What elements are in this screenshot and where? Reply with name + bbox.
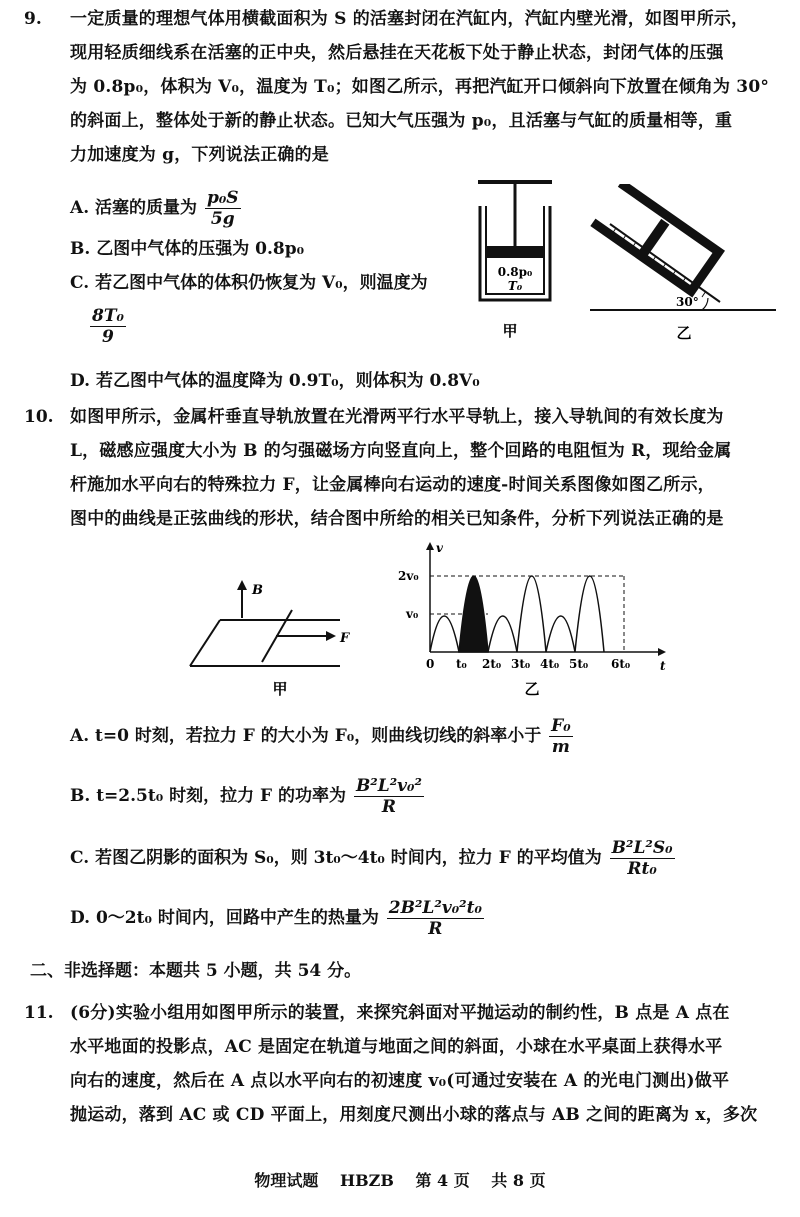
- q11-line-4: 抛运动，落到 AC 或 CD 平面上，用刻度尺测出小球的落点与 AB 之间的距离为 x，多次: [70, 1105, 758, 1125]
- curve-5t0-6t0: [575, 576, 604, 652]
- q10-figure-jia: [180, 570, 370, 700]
- b-field-arrow-head: [237, 580, 247, 590]
- q10-option-d-fraction: [387, 898, 484, 939]
- q9-option-c-fraction: [90, 306, 126, 347]
- tick-2t0: 2t₀: [482, 657, 502, 671]
- q9-line-5: 力加速度为 g，下列说法正确的是: [70, 145, 330, 165]
- q9-option-a-numerator: p₀S: [206, 188, 239, 208]
- q9-yi-angle: 30°: [676, 295, 699, 309]
- q10-line-2: L，磁感应强度大小为 B 的匀强磁场方向竖直向上，整个回路的电阻恒为 R，现给金属: [70, 441, 732, 461]
- q10-option-a-numerator: F₀: [551, 716, 571, 736]
- t-axis-arrow: [658, 648, 666, 656]
- q10-yi-caption: 乙: [524, 680, 540, 698]
- footer-subject: 物理试题: [254, 1171, 319, 1190]
- curve-4t0-5t0: [546, 616, 575, 652]
- q9-line-1: 一定质量的理想气体用横截面积为 S 的活塞封闭在汽缸内，汽缸内壁光滑，如图甲所示，: [70, 9, 749, 29]
- tick-t0: t₀: [456, 657, 467, 671]
- q10-option-c-fraction: [610, 838, 675, 879]
- q10-jia-caption: 甲: [272, 680, 288, 698]
- footer-total: 共 8 页: [491, 1171, 546, 1190]
- question-9-number: 9.: [24, 9, 42, 29]
- q10-option-a: [70, 716, 575, 757]
- q9-option-a-text: A. 活塞的质量为: [70, 198, 198, 218]
- q9-option-a-denominator: 5g: [210, 209, 235, 229]
- q10-line-3: 杆施加水平向右的特殊拉力 F，让金属棒向右运动的速度-时间关系图像如图乙所示，: [70, 475, 715, 495]
- q9-yi-caption: 乙: [676, 324, 692, 342]
- piston: [486, 246, 544, 258]
- tick-4t0: 4t₀: [540, 657, 560, 671]
- graph-2v0-label: 2v₀: [398, 569, 419, 583]
- q10-option-a-denominator: m: [551, 737, 570, 757]
- curve-2t0-3t0: [488, 616, 517, 652]
- q10-jia-f-label: F: [340, 631, 350, 646]
- graph-v-label: v: [436, 541, 443, 555]
- q9-option-a: [70, 188, 243, 229]
- q10-option-c-denominator: Rt₀: [627, 859, 657, 879]
- q9-jia-caption: 甲: [502, 322, 518, 340]
- q10-option-c: [70, 838, 677, 879]
- q10-option-d: [70, 898, 486, 939]
- question-10-number: 10.: [24, 407, 54, 427]
- q9-line-4: 的斜面上，整体处于新的静止状态。已知大气压强为 p₀，且活塞与气缸的质量相等，重: [70, 111, 733, 131]
- q10-option-b-denominator: R: [381, 797, 396, 817]
- q10-option-b-numerator: B²L²v₀²: [355, 776, 422, 796]
- q9-option-c-numerator: 8T₀: [92, 306, 124, 326]
- tick-3t0: 3t₀: [511, 657, 531, 671]
- q10-option-c-text: C. 若图乙阴影的面积为 S₀，则 3t₀～4t₀ 时间内，拉力 F 的平均值为: [70, 848, 602, 868]
- q10-option-b-text: B. t=2.5t₀ 时刻，拉力 F 的功率为: [70, 786, 347, 806]
- q9-option-c: C. 若乙图中气体的体积仍恢复为 V₀，则温度为: [70, 273, 428, 293]
- tick-0: 0: [426, 657, 435, 671]
- q10-line-1: 如图甲所示，金属杆垂直导轨放置在光滑两平行水平导轨上，接入导轨间的有效长度为: [70, 407, 724, 427]
- tilted-piston: [637, 219, 669, 259]
- q9-jia-pressure-label: 0.8p₀: [497, 265, 533, 279]
- q10-option-a-text: A. t=0 时刻，若拉力 F 的大小为 F₀，则曲线切线的斜率小于: [70, 726, 542, 746]
- footer-code: HBZB: [340, 1171, 394, 1190]
- q10-option-d-text: D. 0～2t₀ 时间内，回路中产生的热量为: [70, 908, 379, 928]
- page-footer: [0, 1168, 800, 1191]
- q9-option-a-fraction: [205, 188, 241, 229]
- footer-page: 第 4 页: [415, 1171, 470, 1190]
- q10-option-c-numerator: B²L²S₀: [611, 838, 673, 858]
- q10-option-b: [70, 776, 426, 817]
- angle-arc: [702, 298, 708, 310]
- q9-jia-temp-label: T₀: [507, 279, 523, 293]
- tilted-cylinder: [593, 184, 719, 291]
- question-11-number: 11.: [24, 1003, 54, 1023]
- shaded-area: [459, 576, 488, 652]
- q10-option-a-fraction: [549, 716, 573, 757]
- tick-6t0: 6t₀: [611, 657, 631, 671]
- q9-option-d: D. 若乙图中气体的温度降为 0.9T₀，则体积为 0.8V₀: [70, 371, 480, 391]
- curve-0-t0: [430, 616, 459, 652]
- q11-line-1: (6分)实验小组用如图甲所示的装置，来探究斜面对平抛运动的制约性，B 点是 A 点在: [70, 1003, 730, 1023]
- graph-v0-label: v₀: [406, 607, 419, 621]
- q10-option-d-denominator: R: [428, 919, 443, 939]
- q9-line-2: 现用轻质细线系在活塞的正中央，然后悬挂在天花板下处于静止状态，封闭气体的压强: [70, 43, 724, 63]
- q10-jia-b-label: B: [252, 583, 263, 598]
- rail-left-end: [190, 620, 220, 666]
- v-axis-arrow: [426, 542, 434, 550]
- force-arrow-head: [326, 631, 336, 641]
- q9-line-3: 为 0.8p₀，体积为 V₀，温度为 T₀；如图乙所示，再把汽缸开口倾斜向下放置在倾角为 30°: [70, 77, 770, 97]
- q9-option-c-denominator: 9: [102, 327, 114, 347]
- q10-option-d-numerator: 2B²L²v₀²t₀: [388, 898, 482, 918]
- q10-figure-yi: [396, 540, 676, 700]
- graph-t-label: t: [660, 659, 666, 673]
- curve-3t0-4t0: [517, 576, 546, 652]
- q9-option-c-fraction-wrap: [88, 306, 128, 347]
- tick-5t0: 5t₀: [569, 657, 589, 671]
- hatch-10: [702, 291, 706, 297]
- q9-option-b: B. 乙图中气体的压强为 0.8p₀: [70, 239, 305, 259]
- section-2-heading: 二、非选择题：本题共 5 小题，共 54 分。: [30, 961, 362, 981]
- q11-line-3: 向右的速度，然后在 A 点以水平向右的初速度 v₀(可通过安装在 A 的光电门测出)做平: [70, 1071, 730, 1091]
- q10-option-b-fraction: [354, 776, 424, 817]
- q9-figure-yi: [590, 184, 780, 344]
- q10-line-4: 图中的曲线是正弦曲线的形状，结合图中所给的相关已知条件，分析下列说法正确的是: [70, 509, 724, 529]
- q11-line-2: 水平地面的投影点，AC 是固定在轨道与地面之间的斜面，小球在水平桌面上获得水平: [70, 1037, 723, 1057]
- q9-figure-jia: [470, 178, 560, 348]
